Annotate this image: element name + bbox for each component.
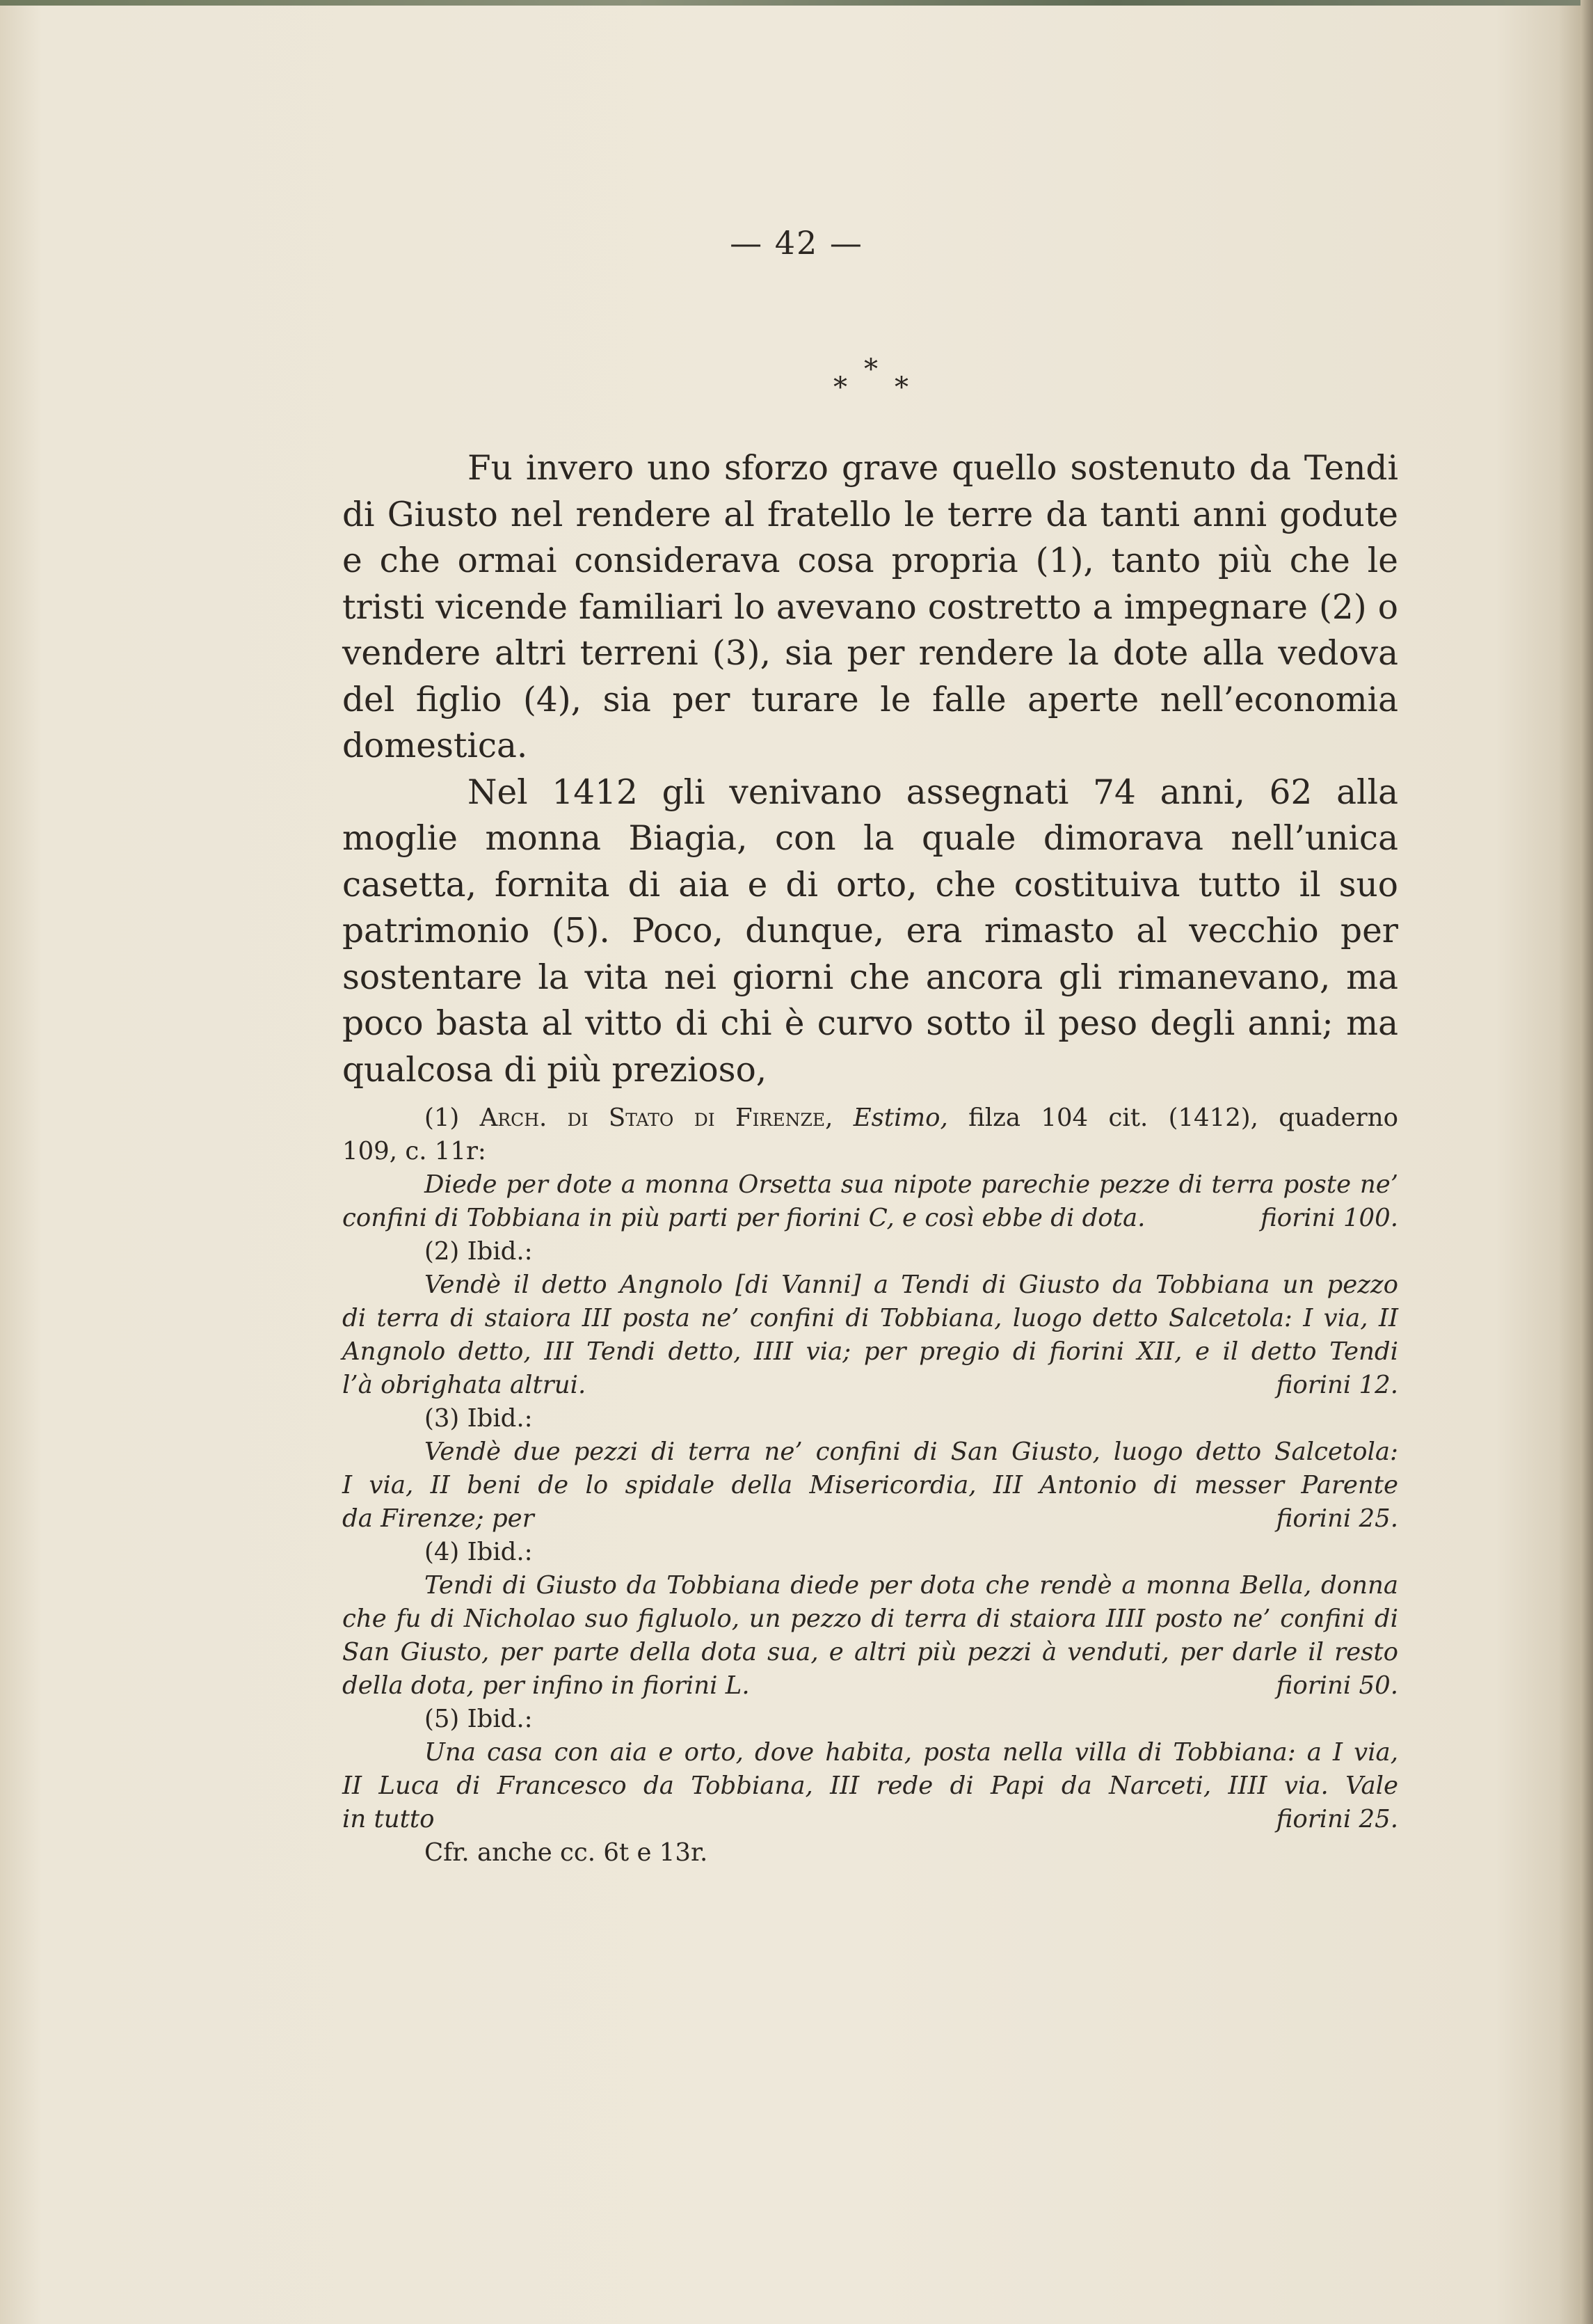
section-asterism [821, 353, 932, 409]
footnote-2-quote-row-4 [342, 1369, 1398, 1402]
footnote-4-quote-line-4: della dota, per infino in fiorini L. [342, 1671, 750, 1700]
footnote-4-quote-line-2: che fu di Nicholao suo figluolo, un pezzo di terra di staiora IIII posto ne’ confini di [342, 1605, 1398, 1633]
asterisk-left: * [833, 372, 847, 404]
footnote-3-quote-line-3: da Firenze; per [342, 1504, 534, 1533]
footnote-5-quote-row-3 [342, 1803, 1398, 1836]
footnote-1-source: (1) Arch. di Stato di Firenze, [424, 1104, 833, 1132]
page-number: — 42 — [730, 224, 863, 262]
footnote-1-amount: fiorini 100. [1260, 1204, 1398, 1232]
footnote-2-quote-line-4: l’à obrighata altrui. [342, 1371, 586, 1399]
footnote-5-quote-line-3: in tutto [342, 1805, 435, 1833]
footnote-4-quote-line-3: San Giusto, per parte della dota sua, e altri più pezzi à venduti, per darle il resto [342, 1638, 1398, 1666]
footnote-1-reference: filza 104 cit. (1412), quaderno [968, 1104, 1398, 1132]
footnote-3-quote-row-3 [342, 1502, 1398, 1536]
footnote-5-amount: fiorini 25. [1276, 1805, 1398, 1833]
footnote-5-heading: (5) Ibid.: [424, 1705, 533, 1733]
footnote-1-heading [342, 1101, 1398, 1135]
footnote-2-amount: fiorini 12. [1276, 1371, 1398, 1399]
page-top-edge [0, 0, 1593, 6]
page-right-edge [1580, 0, 1593, 2324]
footnote-3-quote-line-1: Vendè due pezzi di terra ne’ confini di San Giusto, luogo detto Salcetola: [424, 1438, 1398, 1466]
footnote-1-quote-line-2: confini di Tobbiana in più parti per fiorini C, e così ebbe di dota. [342, 1204, 1146, 1232]
footnote-2-quote-line-3: Angnolo detto, III Tendi detto, IIII via; per pregio di fiorini XII, e il detto Tendi [342, 1337, 1398, 1366]
footnote-1-quote-row-2 [342, 1202, 1398, 1235]
asterisk-right: * [895, 372, 908, 404]
footnote-3-heading: (3) Ibid.: [424, 1404, 533, 1433]
footnote-2-heading: (2) Ibid.: [424, 1237, 533, 1266]
footnote-1-line-2: 109, c. 11r: [342, 1137, 486, 1165]
asterisk-top: * [864, 353, 878, 385]
footnote-2-quote-line-2: di terra di staiora III posta ne’ confini di Tobbiana, luogo detto Salcetola: I via, II [342, 1304, 1398, 1332]
paragraph-2: Nel 1412 gli venivano assegnati 74 anni, 62 alla moglie monna Biagia, con la quale dimorava nell’unica casetta, fornita di aia e di orto, che costituiva tutto il suo patrimonio (5). Poco, dunque, era rimasto al vecchio per sostentare la vita nei giorni che ancora gli rimanevano, ma poco basta al vitto di chi è curvo sotto il peso degli anni; ma qualcosa di più prezioso, [342, 772, 1398, 1090]
footnote-3-amount: fiorini 25. [1276, 1504, 1398, 1533]
footnote-5-quote-line-2: II Luca di Francesco da Tobbiana, III rede di Papi da Narceti, IIII via. Vale [342, 1772, 1398, 1800]
main-text [342, 445, 1398, 1093]
footnote-5-cross-reference: Cfr. anche cc. 6t e 13r. [424, 1838, 708, 1867]
footnote-4-amount: fiorini 50. [1276, 1671, 1398, 1700]
footnote-3-quote-line-2: I via, II beni de lo spidale della Misericordia, III Antonio di messer Parente [342, 1471, 1398, 1499]
footnote-1-series: Estimo, [853, 1104, 948, 1132]
footnote-4-quote-row-4 [342, 1669, 1398, 1703]
footnote-2-quote-line-1: Vendè il detto Angnolo [di Vanni] a Tendi di Giusto da Tobbiana un pezzo [424, 1271, 1398, 1299]
footnote-4-heading: (4) Ibid.: [424, 1538, 533, 1566]
footnote-4-quote-line-1: Tendi di Giusto da Tobbiana diede per dota che rendè a monna Bella, donna [424, 1571, 1398, 1600]
footnote-1-quote-line-1: Diede per dote a monna Orsetta sua nipote parechie pezze di terra poste ne’ [424, 1170, 1398, 1199]
footnote-5-quote-line-1: Una casa con aia e orto, dove habita, posta nella villa di Tobbiana: a I via, [424, 1738, 1398, 1767]
paragraph-1: Fu invero uno sforzo grave quello sostenuto da Tendi di Giusto nel rendere al fratello le terre da tanti anni godute e che ormai considerava cosa propria (1), tanto più che le tristi vicende familiari lo avevano costretto a impegnare (2) o vendere altri terreni (3), sia per rendere la dote alla vedova del figlio (4), sia per turare le falle aperte nell’economia domestica. [342, 449, 1398, 765]
footnotes [342, 1101, 1398, 1870]
